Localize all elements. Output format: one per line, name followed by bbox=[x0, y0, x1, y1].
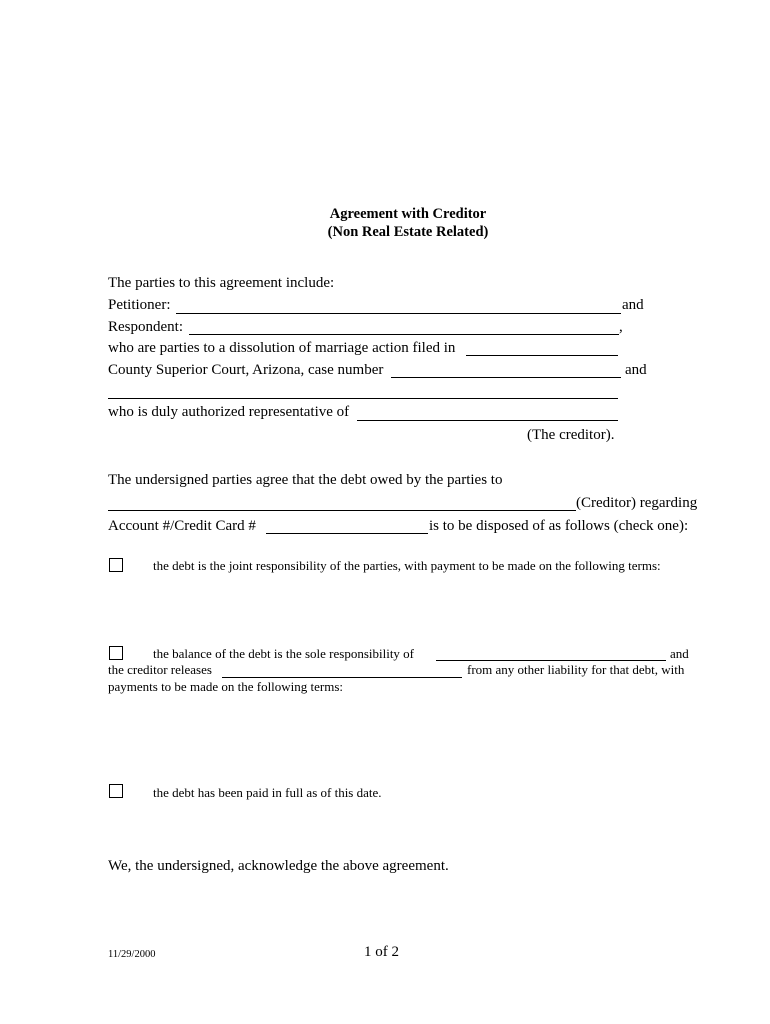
released-party-field[interactable] bbox=[222, 677, 462, 678]
representative-text: who is duly authorized representative of bbox=[108, 404, 350, 420]
option2-text-b: the creditor releases bbox=[108, 662, 212, 677]
option2-text-a: the balance of the debt is the sole responsibility of bbox=[153, 646, 415, 661]
option3-text: the debt has been paid in full as of this date. bbox=[153, 785, 382, 800]
representative-name-field[interactable] bbox=[108, 398, 618, 399]
respondent-label: Respondent: bbox=[108, 319, 183, 335]
option2-suffix-a: and bbox=[670, 646, 689, 661]
document-subtitle: (Non Real Estate Related) bbox=[327, 224, 489, 240]
account-number-field[interactable] bbox=[266, 533, 428, 534]
debt-intro: The undersigned parties agree that the debt owed by the parties to bbox=[108, 472, 503, 488]
sole-responsibility-field[interactable] bbox=[436, 660, 666, 661]
representative-of-field[interactable] bbox=[357, 420, 618, 421]
intro-text: The parties to this agreement include: bbox=[108, 275, 335, 291]
county-field[interactable] bbox=[466, 355, 618, 356]
option3-checkbox[interactable] bbox=[109, 784, 123, 798]
county-suffix: and bbox=[625, 362, 647, 378]
petitioner-field[interactable] bbox=[176, 313, 621, 314]
respondent-field[interactable] bbox=[189, 334, 619, 335]
footer-date: 11/29/2000 bbox=[108, 949, 156, 960]
account-label: Account #/Credit Card # bbox=[108, 518, 256, 534]
document-title: Agreement with Creditor bbox=[329, 206, 487, 222]
option2-text-c: payments to be made on the following terms: bbox=[108, 679, 344, 694]
option2-checkbox[interactable] bbox=[109, 646, 123, 660]
dissolution-text: who are parties to a dissolution of marriage action filed in bbox=[108, 340, 456, 356]
petitioner-suffix: and bbox=[622, 297, 644, 313]
creditor-name-field[interactable] bbox=[108, 510, 576, 511]
creditor-regarding: (Creditor) regarding bbox=[576, 495, 698, 511]
county-text: County Superior Court, Arizona, case number bbox=[108, 362, 384, 378]
option1-text: the debt is the joint responsibility of the parties, with payment to be made on the following terms: bbox=[153, 558, 661, 573]
respondent-suffix: , bbox=[619, 319, 623, 335]
petitioner-label: Petitioner: bbox=[108, 297, 171, 313]
creditor-label: (The creditor). bbox=[527, 427, 615, 443]
disposed-text: is to be disposed of as follows (check one): bbox=[429, 518, 689, 534]
acknowledge-text: We, the undersigned, acknowledge the above agreement. bbox=[108, 858, 449, 874]
case-number-field[interactable] bbox=[391, 377, 621, 378]
option1-checkbox[interactable] bbox=[109, 558, 123, 572]
option2-suffix-b: from any other liability for that debt, with bbox=[467, 662, 685, 677]
page-number: 1 of 2 bbox=[364, 944, 399, 960]
